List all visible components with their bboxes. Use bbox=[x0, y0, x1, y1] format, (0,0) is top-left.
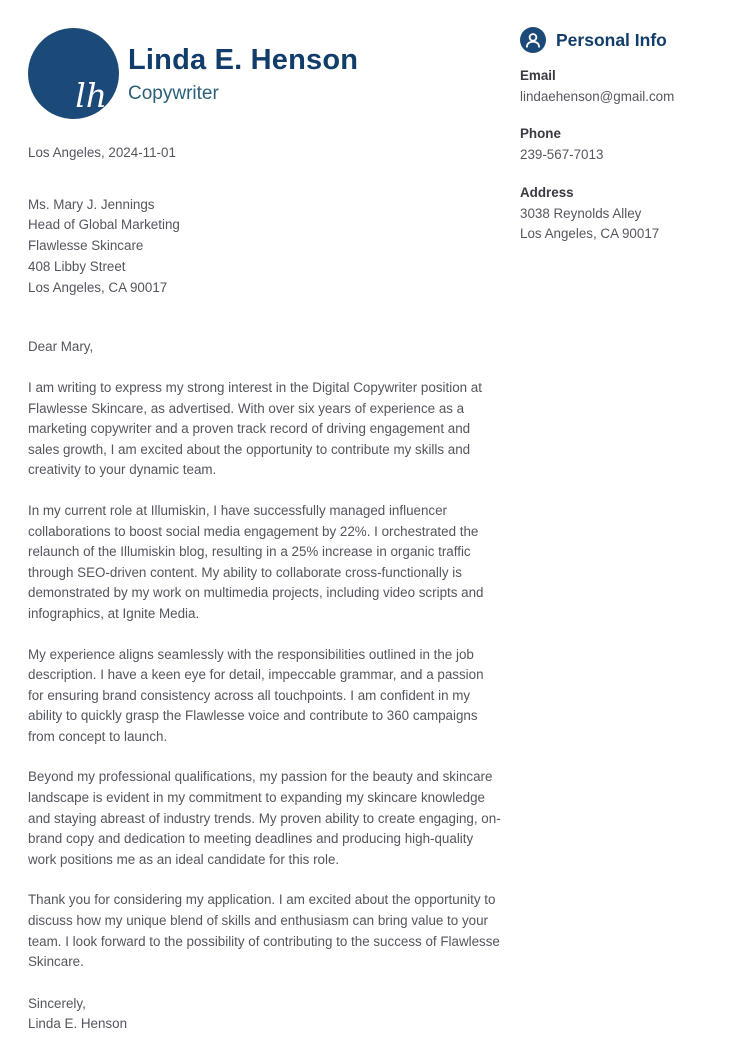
date-line: Los Angeles, 2024-11-01 bbox=[28, 145, 176, 160]
person-name: Linda E. Henson bbox=[128, 43, 359, 76]
avatar bbox=[28, 28, 119, 119]
letter-header bbox=[28, 28, 502, 119]
avatar-monogram: lh bbox=[75, 76, 107, 115]
address-label: Address bbox=[520, 184, 574, 200]
personal-info-heading: Personal Info bbox=[556, 29, 667, 50]
signature-name: Linda E. Henson bbox=[28, 1016, 128, 1032]
person-circle-icon bbox=[520, 27, 546, 53]
recipient-city: Los Angeles, CA 90017 bbox=[28, 279, 168, 295]
recipient-role: Head of Global Marketing bbox=[28, 217, 180, 233]
email-label: Email bbox=[520, 68, 556, 83]
recipient-company: Flawlesse Skincare bbox=[28, 238, 144, 254]
address-line-1: 3038 Reynolds Alley bbox=[520, 205, 642, 221]
personal-info-header bbox=[520, 27, 732, 53]
name-block bbox=[128, 43, 358, 105]
recipient-block bbox=[28, 195, 502, 299]
salutation: Dear Mary, bbox=[28, 339, 94, 355]
recipient-street: 408 Libby Street bbox=[28, 258, 126, 274]
body-paragraph-1: I am writing to express my strong interest in the Digital Copywriter position at Flawlesse Skincare, as advertised. With over six years of experience as a marketing copywriter and a proven track record of driving engagement and sales growth, I am excited about the opportunity to contribute my skills and creativity to your dynamic team. bbox=[28, 379, 482, 478]
email-value: lindaehenson@gmail.com bbox=[520, 89, 675, 104]
contact-group-address bbox=[520, 183, 732, 245]
personal-info-sidebar bbox=[520, 27, 732, 261]
closing: Sincerely, bbox=[28, 995, 86, 1011]
phone-label: Phone bbox=[520, 126, 561, 142]
job-title: Copywriter bbox=[128, 82, 219, 104]
address-line-2: Los Angeles, CA 90017 bbox=[520, 225, 660, 241]
letter-main-column bbox=[28, 28, 502, 1035]
contact-group-email bbox=[520, 66, 732, 107]
body-paragraph-3: My experience aligns seamlessly with the responsibilities outlined in the job description. I have a keen eye for detail, impeccable grammar, and a passion for ensuring brand consistency across all touchpoints. I am confident in my ability to quickly grasp the Flawlesse voice and contribute to 360 campaigns from concept to launch. bbox=[28, 646, 484, 744]
contact-group-phone bbox=[520, 124, 732, 165]
body-paragraph-2: In my current role at Illumiskin, I have successfully managed influencer collaborations to boost social media engagement by 22%. I orchestrated the relaunch of the Illumiskin blog, resulting in a 25% increase in organic traffic through SEO-driven content. My ability to collaborate cross-functionally is demonstrated by my work on multimedia projects, including video scripts and infographics, at Ignite Media. bbox=[28, 502, 484, 621]
body-paragraph-5: Thank you for considering my application. I am excited about the opportunity to discuss how my unique blend of skills and enthusiasm can bring value to your team. I look forward to the possibility of contributing to the success of Flawlesse Skincare. bbox=[28, 892, 500, 970]
recipient-name: Ms. Mary J. Jennings bbox=[28, 196, 155, 212]
phone-value: 239-567-7013 bbox=[520, 147, 604, 163]
body-paragraph-4: Beyond my professional qualifications, my passion for the beauty and skincare landscape is evident in my commitment to expanding my skincare knowledge and staying abreast of industry trends. My proven ability to create engaging, on-brand copy and dedication to meeting deadlines and producing high-quality work positions me as an ideal candidate for this role. bbox=[28, 769, 501, 867]
